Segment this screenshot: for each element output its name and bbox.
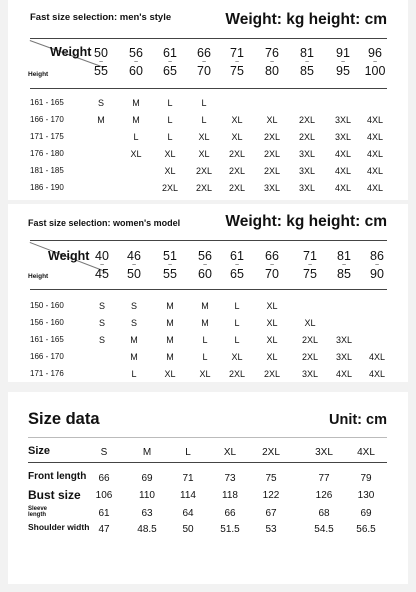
men-height-range: 161 - 165: [30, 98, 64, 107]
women-size-cell: XL: [304, 318, 316, 328]
weight-range-tilde: ~: [202, 262, 208, 269]
women-size-cell: L: [234, 318, 240, 328]
weight-range-high: 90: [370, 267, 384, 281]
men-weight-range: [265, 47, 279, 78]
size-value-cell: 53: [265, 524, 277, 535]
weight-range-high: 75: [230, 64, 244, 78]
women-unit-title: Weight: kg height: cm: [225, 213, 387, 230]
men-height-range: 186 - 190: [30, 183, 64, 192]
size-column-label: 4XL: [357, 447, 375, 458]
women-size-cell: 4XL: [335, 369, 353, 379]
size-value-cell: 47: [98, 524, 110, 535]
men-size-panel: [8, 0, 408, 200]
weight-range-high: 95: [336, 64, 350, 78]
weight-range-high: 55: [94, 64, 108, 78]
size-data-unit: Unit: cm: [329, 412, 387, 428]
size-value-cell: 64: [182, 508, 194, 519]
women-weight-range: [230, 250, 244, 281]
men-header-rule: [30, 88, 387, 89]
size-value-cell: 54.5: [314, 524, 334, 535]
size-value-cell: 75: [265, 473, 277, 484]
men-size-cell: L: [201, 115, 207, 125]
men-height-range: 166 - 170: [30, 115, 64, 124]
weight-range-low: 50: [94, 46, 108, 60]
weight-range-high: 55: [163, 267, 177, 281]
men-weight-range: [336, 47, 350, 78]
men-size-cell: 2XL: [228, 149, 246, 159]
women-size-cell: L: [234, 335, 240, 345]
size-column-label: 3XL: [315, 447, 333, 458]
weight-range-low: 61: [230, 249, 244, 263]
weight-range-tilde: ~: [374, 262, 380, 269]
weight-range-tilde: ~: [167, 59, 173, 66]
women-weight-range: [303, 250, 317, 281]
weight-range-tilde: ~: [341, 262, 347, 269]
size-row-label: Sleeve length: [28, 506, 48, 518]
women-weight-range: [127, 250, 141, 281]
women-size-panel: [8, 204, 408, 382]
women-size-cell: M: [201, 301, 209, 311]
size-value-cell: 66: [98, 473, 110, 484]
size-value-cell: 63: [141, 508, 153, 519]
men-size-cell: 3XL: [298, 166, 316, 176]
weight-range-tilde: ~: [269, 59, 275, 66]
size-value-cell: 130: [357, 490, 375, 501]
women-weight-range: [95, 250, 109, 281]
weight-range-low: 51: [163, 249, 177, 263]
men-size-cell: L: [167, 132, 173, 142]
men-weight-range: [365, 47, 386, 78]
size-value-cell: 68: [318, 508, 330, 519]
women-height-range: 156 - 160: [30, 318, 64, 327]
women-weight-range: [163, 250, 177, 281]
weight-range-low: 56: [129, 46, 143, 60]
men-weight-range: [230, 47, 244, 78]
weight-range-high: 80: [265, 64, 279, 78]
weight-range-high: 70: [197, 64, 211, 78]
size-value-cell: 106: [95, 490, 113, 501]
men-size-cell: L: [201, 98, 207, 108]
women-size-cell: M: [166, 301, 174, 311]
weight-range-high: 60: [129, 64, 143, 78]
men-top-rule: [30, 38, 387, 39]
weight-range-low: 66: [197, 46, 211, 60]
weight-range-high: 75: [303, 267, 317, 281]
weight-range-tilde: ~: [133, 59, 139, 66]
size-data-title: Size data: [28, 410, 100, 428]
women-size-cell: 2XL: [228, 369, 246, 379]
men-size-cell: 2XL: [263, 132, 281, 142]
men-size-cell: XL: [231, 115, 243, 125]
weight-range-low: 46: [127, 249, 141, 263]
men-height-range: 181 - 185: [30, 166, 64, 175]
size-value-cell: 77: [318, 473, 330, 484]
men-size-cell: 4XL: [334, 149, 352, 159]
men-size-cell: XL: [164, 149, 176, 159]
women-size-cell: 4XL: [368, 352, 386, 362]
weight-range-low: 71: [303, 249, 317, 263]
women-size-cell: M: [166, 318, 174, 328]
weight-range-tilde: ~: [98, 59, 104, 66]
women-weight-range: [198, 250, 212, 281]
men-size-cell: M: [132, 98, 140, 108]
weight-range-high: 50: [127, 267, 141, 281]
size-value-cell: 48.5: [137, 524, 157, 535]
size-header-label: Size: [28, 445, 51, 457]
men-weight-range: [94, 47, 108, 78]
women-size-cell: S: [130, 301, 138, 311]
weight-range-high: 85: [300, 64, 314, 78]
weight-range-tilde: ~: [234, 59, 240, 66]
size-value-cell: 118: [222, 490, 238, 501]
weight-range-high: 65: [163, 64, 177, 78]
men-size-cell: L: [167, 115, 173, 125]
women-size-cell: 4XL: [368, 369, 386, 379]
women-size-cell: M: [201, 318, 209, 328]
size-column-label: 2XL: [262, 447, 280, 458]
weight-range-high: 45: [95, 267, 109, 281]
weight-range-tilde: ~: [167, 262, 173, 269]
men-size-cell: XL: [231, 132, 243, 142]
men-size-cell: 4XL: [334, 183, 352, 193]
women-size-cell: S: [98, 318, 106, 328]
women-height-range: 166 - 170: [30, 352, 64, 361]
men-size-cell: 2XL: [228, 183, 246, 193]
women-height-range: 161 - 165: [30, 335, 64, 344]
men-size-cell: 4XL: [366, 166, 384, 176]
women-size-cell: L: [202, 335, 208, 345]
size-row-label: Front length: [28, 471, 87, 482]
men-weight-label: Weight: [50, 45, 92, 59]
women-size-cell: M: [130, 352, 138, 362]
women-size-cell: 2XL: [301, 335, 319, 345]
size-value-cell: 79: [360, 473, 372, 484]
size-value-cell: 71: [182, 473, 194, 484]
men-size-cell: M: [132, 115, 140, 125]
men-height-range: 176 - 180: [30, 149, 64, 158]
weight-range-high: 85: [337, 267, 351, 281]
men-weight-range: [197, 47, 211, 78]
size-row-label: Bust size: [28, 488, 81, 502]
weight-range-low: 81: [300, 46, 314, 60]
women-size-cell: 3XL: [301, 369, 319, 379]
women-size-cell: S: [98, 301, 106, 311]
size-column-label: M: [142, 447, 152, 458]
women-height-range: 150 - 160: [30, 301, 64, 310]
size-value-cell: 122: [262, 490, 280, 501]
women-weight-range: [370, 250, 384, 281]
men-size-cell: S: [97, 98, 105, 108]
weight-range-low: 91: [336, 46, 350, 60]
women-size-cell: S: [98, 335, 106, 345]
men-weight-range: [129, 47, 143, 78]
weight-range-tilde: ~: [201, 59, 207, 66]
size-data-top-rule: [28, 437, 387, 438]
men-unit-title: Weight: kg height: cm: [225, 11, 387, 28]
size-value-cell: 61: [98, 508, 110, 519]
women-weight-range: [265, 250, 279, 281]
men-size-cell: 3XL: [298, 183, 316, 193]
size-value-cell: 114: [180, 490, 196, 501]
size-value-cell: 110: [139, 490, 155, 501]
men-height-label: Height: [28, 71, 49, 78]
weight-range-tilde: ~: [269, 262, 275, 269]
men-size-cell: 2XL: [298, 115, 316, 125]
women-header-rule: [30, 289, 387, 290]
men-size-cell: 2XL: [195, 183, 213, 193]
size-value-cell: 73: [224, 473, 236, 484]
women-size-cell: XL: [266, 335, 278, 345]
weight-range-high: 70: [265, 267, 279, 281]
women-size-cell: 3XL: [335, 335, 353, 345]
women-size-cell: 2XL: [263, 369, 281, 379]
weight-range-tilde: ~: [131, 262, 137, 269]
men-size-cell: 4XL: [366, 132, 384, 142]
men-size-cell: 4XL: [366, 115, 384, 125]
women-weight-label: Weight: [48, 249, 90, 263]
women-size-cell: XL: [199, 369, 211, 379]
men-size-cell: 2XL: [263, 149, 281, 159]
women-weight-range: [337, 250, 351, 281]
women-size-cell: XL: [266, 301, 278, 311]
women-size-cell: L: [202, 352, 208, 362]
women-size-cell: L: [234, 301, 240, 311]
size-column-label: XL: [223, 447, 237, 458]
men-size-cell: 2XL: [298, 132, 316, 142]
men-size-cell: 4XL: [366, 149, 384, 159]
weight-range-low: 71: [230, 46, 244, 60]
weight-range-low: 96: [368, 46, 382, 60]
size-value-cell: 69: [360, 508, 372, 519]
women-size-cell: XL: [231, 352, 243, 362]
women-top-rule: [30, 240, 387, 241]
men-size-cell: M: [97, 115, 105, 125]
women-size-cell: S: [130, 318, 138, 328]
men-weight-range: [300, 47, 314, 78]
men-size-cell: 3XL: [334, 132, 352, 142]
weight-range-tilde: ~: [372, 59, 378, 66]
men-size-cell: 2XL: [195, 166, 213, 176]
men-size-cell: 3XL: [298, 149, 316, 159]
women-height-range: 171 - 176: [30, 369, 64, 378]
size-value-cell: 66: [224, 508, 236, 519]
size-value-cell: 69: [141, 473, 153, 484]
women-size-cell: M: [130, 335, 138, 345]
size-value-cell: 56.5: [356, 524, 376, 535]
men-size-cell: 3XL: [334, 115, 352, 125]
weight-range-tilde: ~: [307, 262, 313, 269]
weight-range-low: 56: [198, 249, 212, 263]
women-size-cell: 3XL: [335, 352, 353, 362]
weight-range-low: 61: [163, 46, 177, 60]
women-size-cell: XL: [266, 318, 278, 328]
size-column-label: L: [185, 447, 191, 458]
men-height-range: 171 - 175: [30, 132, 64, 141]
weight-range-tilde: ~: [234, 262, 240, 269]
size-value-cell: 67: [265, 508, 277, 519]
women-size-cell: XL: [266, 352, 278, 362]
men-size-cell: XL: [164, 166, 176, 176]
size-data-header-rule: [28, 462, 387, 463]
men-size-cell: XL: [198, 149, 210, 159]
weight-range-tilde: ~: [99, 262, 105, 269]
weight-range-low: 81: [337, 249, 351, 263]
men-size-cell: L: [167, 98, 173, 108]
women-size-cell: M: [166, 352, 174, 362]
weight-range-high: 100: [364, 64, 386, 78]
men-weight-range: [163, 47, 177, 78]
men-size-cell: 3XL: [263, 183, 281, 193]
size-value-cell: 51.5: [220, 524, 240, 535]
men-size-cell: XL: [198, 132, 210, 142]
weight-range-low: 86: [370, 249, 384, 263]
men-size-cell: XL: [130, 149, 142, 159]
men-size-cell: 4XL: [334, 166, 352, 176]
men-size-cell: 2XL: [228, 166, 246, 176]
weight-range-low: 40: [95, 249, 109, 263]
weight-range-low: 66: [265, 249, 279, 263]
men-size-cell: 2XL: [263, 166, 281, 176]
size-column-label: S: [100, 447, 108, 458]
men-size-cell: 2XL: [161, 183, 179, 193]
women-title: Fast size selection: women's model: [28, 218, 181, 228]
weight-range-low: 76: [265, 46, 279, 60]
size-data-panel: [8, 392, 408, 584]
men-title: Fast size selection: men's style: [30, 12, 172, 23]
men-size-cell: 4XL: [366, 183, 384, 193]
men-size-cell: L: [133, 132, 139, 142]
women-size-cell: XL: [164, 369, 176, 379]
weight-range-tilde: ~: [304, 59, 310, 66]
women-height-label: Height: [28, 273, 49, 280]
weight-range-tilde: ~: [340, 59, 346, 66]
women-size-cell: L: [131, 369, 137, 379]
men-size-cell: XL: [266, 115, 278, 125]
size-value-cell: 50: [182, 524, 194, 535]
weight-range-high: 65: [230, 267, 244, 281]
size-row-label: Shoulder width: [28, 522, 90, 532]
women-size-cell: 2XL: [301, 352, 319, 362]
weight-range-high: 60: [198, 267, 212, 281]
size-value-cell: 126: [315, 490, 333, 501]
women-size-cell: M: [166, 335, 174, 345]
